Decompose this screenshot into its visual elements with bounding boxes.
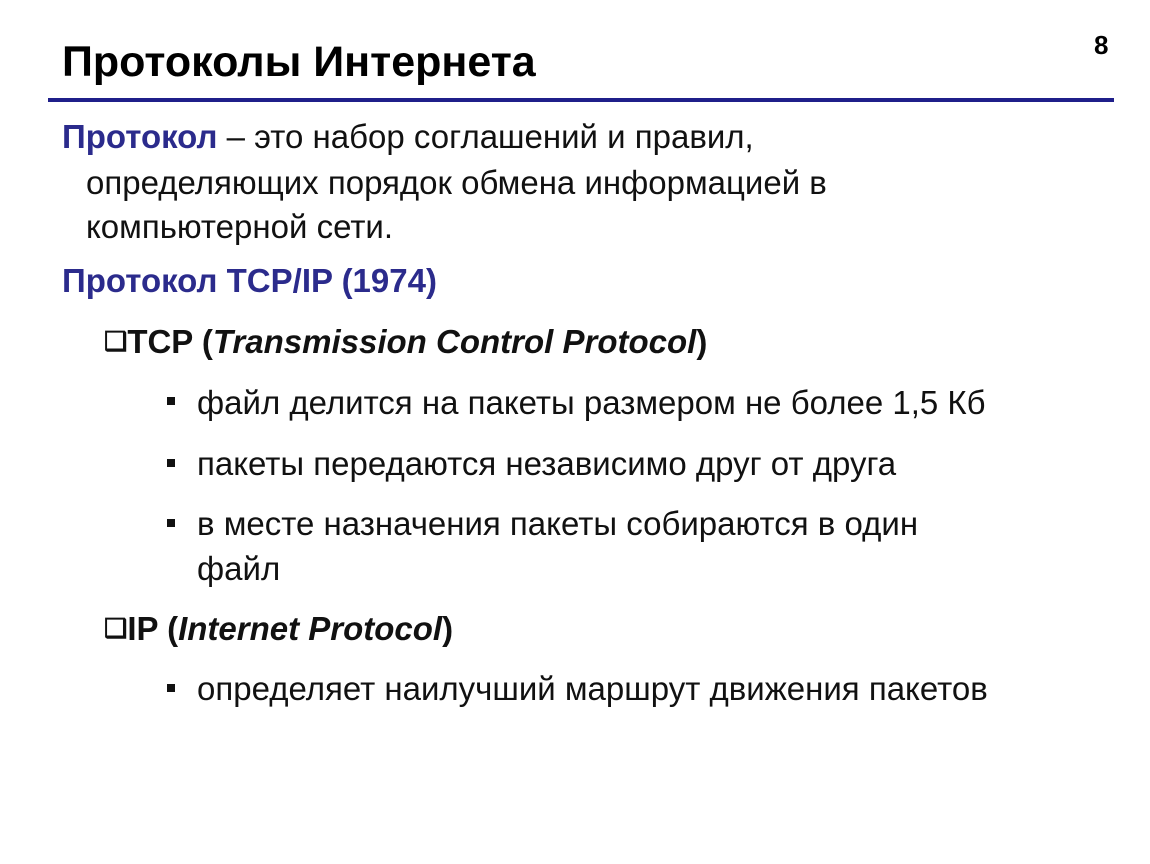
tcp-close: ) <box>696 323 708 360</box>
ip-bullet-1: определяет наилучший маршрут движения пакетов <box>197 670 988 707</box>
square-bullet-icon <box>167 397 175 405</box>
definition-line-3: компьютерной сети. <box>86 208 394 245</box>
tcp-bullet-3-cont: файл <box>197 550 281 587</box>
square-bullet-icon <box>167 459 175 467</box>
definition-term: Протокол <box>62 118 218 155</box>
definition-line-2: определяющих порядок обмена информацией в <box>86 164 827 201</box>
ip-abbr: IP ( <box>127 610 179 647</box>
slide-title: Протоколы Интернета <box>62 38 536 86</box>
tcp-full-name: Transmission Control Protocol <box>212 323 697 360</box>
ip-close: ) <box>442 610 454 647</box>
tcp-bullet-2: пакеты передаются независимо друг от друга <box>197 445 897 482</box>
slide-number: 8 <box>1094 30 1109 60</box>
title-divider <box>48 98 1114 102</box>
tcpip-heading: Протокол TCP/IP (1974) <box>62 262 437 299</box>
checkbox-bullet-icon: ❑ <box>104 326 128 356</box>
tcp-heading <box>104 318 707 365</box>
square-bullet-icon <box>167 519 175 527</box>
tcp-bullet-1: файл делится на пакеты размером не более 1,5 Кб <box>197 384 986 421</box>
square-bullet-icon <box>167 684 175 692</box>
definition-line-1 <box>62 114 754 160</box>
ip-full-name: Internet Protocol <box>178 610 443 647</box>
tcp-bullet-3: в месте назначения пакеты собираются в один <box>197 505 919 542</box>
checkbox-bullet-icon: ❑ <box>104 613 128 643</box>
definition-text-1: – это набор соглашений и правил, <box>217 118 754 155</box>
tcp-abbr: TCP ( <box>127 323 213 360</box>
ip-heading <box>104 605 453 652</box>
